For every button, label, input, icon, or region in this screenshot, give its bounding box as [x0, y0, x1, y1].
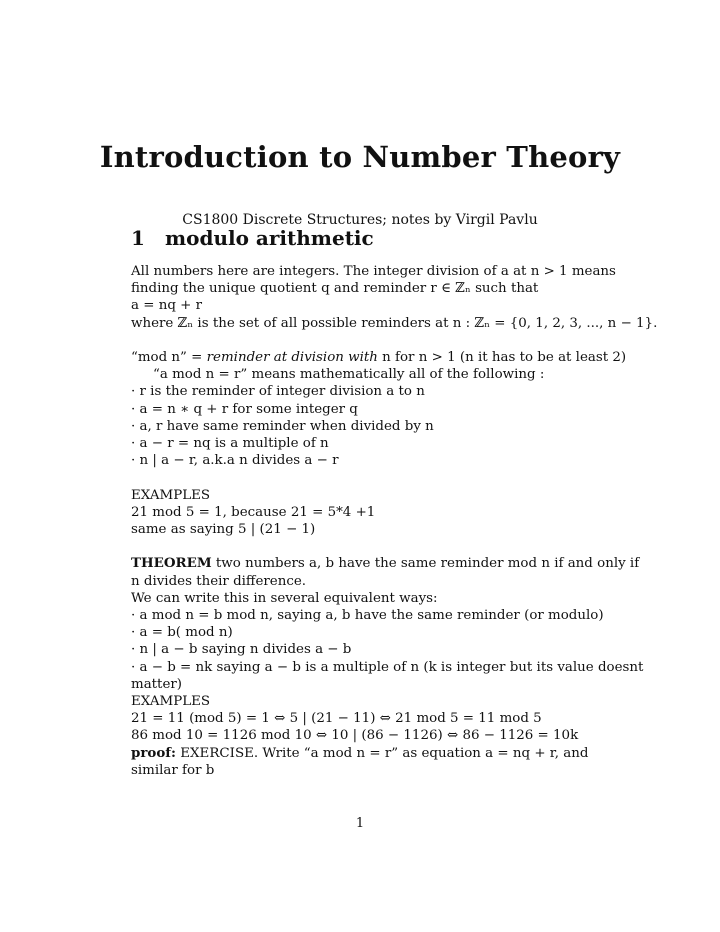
mod-def-item: · r is the reminder of integer division a to n	[131, 384, 425, 400]
examples-heading: EXAMPLES	[131, 694, 211, 710]
mod-def-item: · a = n ∗ q + r for some integer q	[131, 401, 358, 417]
mod-def-item: · a, r have same reminder when divided by n	[131, 418, 434, 434]
proof-line	[131, 745, 590, 762]
document-title: Introduction to Number Theory	[99, 140, 621, 174]
theorem-line: n divides their difference.	[131, 573, 307, 589]
mod-def-item: · a − r = nq is a multiple of n	[131, 436, 329, 452]
theorem-item: matter)	[131, 676, 182, 692]
intro-line: All numbers here are integers. The integer division of a at n > 1 means	[131, 264, 616, 279]
mod-def-rest: n for n > 1 (n it has to be at least 2)	[377, 350, 627, 365]
proof-text: EXERCISE. Write “a mod n = r” as equation a = nq + r, and	[175, 745, 589, 761]
section-number: 1	[131, 226, 145, 250]
mod-def-emphasis: reminder at division with	[206, 350, 378, 365]
paragraph-gap	[131, 538, 590, 555]
mod-def-open: “mod n” =	[131, 350, 207, 365]
mod-def-item: · n | a − r, a.k.a n divides a − r	[131, 453, 339, 469]
intro-line: finding the unique quotient q and reminder r ∈ ℤₙ such that	[131, 281, 539, 297]
page-number: 1	[355, 816, 365, 831]
theorem-item: · a = b( mod n)	[131, 625, 233, 641]
intro-line: where ℤₙ is the set of all possible reminders at n : ℤₙ = {0, 1, 2, 3, ..., n − 1}.	[131, 315, 658, 331]
theorem-item: · n | a − b saying n divides a − b	[131, 642, 352, 658]
paragraph-gap	[131, 332, 590, 349]
example-line: same as saying 5 | (21 − 1)	[131, 522, 316, 538]
theorem-line: We can write this in several equivalent ways:	[131, 590, 438, 606]
theorem-item: · a − b = nk saying a − b is a multiple of n (k is integer but its value doesnt	[131, 659, 644, 675]
mod-definition	[131, 349, 627, 366]
proof-line: similar for b	[131, 762, 215, 778]
mod-def-meaning: “a mod n = r” means mathematically all of the following :	[153, 367, 545, 383]
theorem-line	[131, 555, 640, 572]
example-line: 21 = 11 (mod 5) = 1 ⇔ 5 | (21 − 11) ⇔ 21 mod 5 = 11 mod 5	[131, 711, 542, 727]
example-line: 21 mod 5 = 1, because 21 = 5*4 +1	[131, 504, 376, 520]
section-title: modulo arithmetic	[165, 226, 374, 250]
theorem-text: two numbers a, b have the same reminder mod n if and only if	[211, 556, 640, 572]
proof-label: proof:	[131, 744, 176, 761]
paragraph-gap	[131, 469, 590, 486]
intro-line: a = nq + r	[131, 298, 203, 314]
examples-heading: EXAMPLES	[131, 487, 211, 503]
example-line: 86 mod 10 = 1126 mod 10 ⇔ 10 | (86 − 1126) ⇔ 86 − 1126 = 10k	[131, 728, 579, 744]
theorem-label: THEOREM	[131, 555, 212, 572]
section-heading	[131, 226, 374, 250]
theorem-item: · a mod n = b mod n, saying a, b have the same reminder (or modulo)	[131, 608, 604, 624]
document-subtitle: CS1800 Discrete Structures; notes by Virgil Pavlu	[182, 212, 538, 228]
section-body	[131, 263, 658, 779]
